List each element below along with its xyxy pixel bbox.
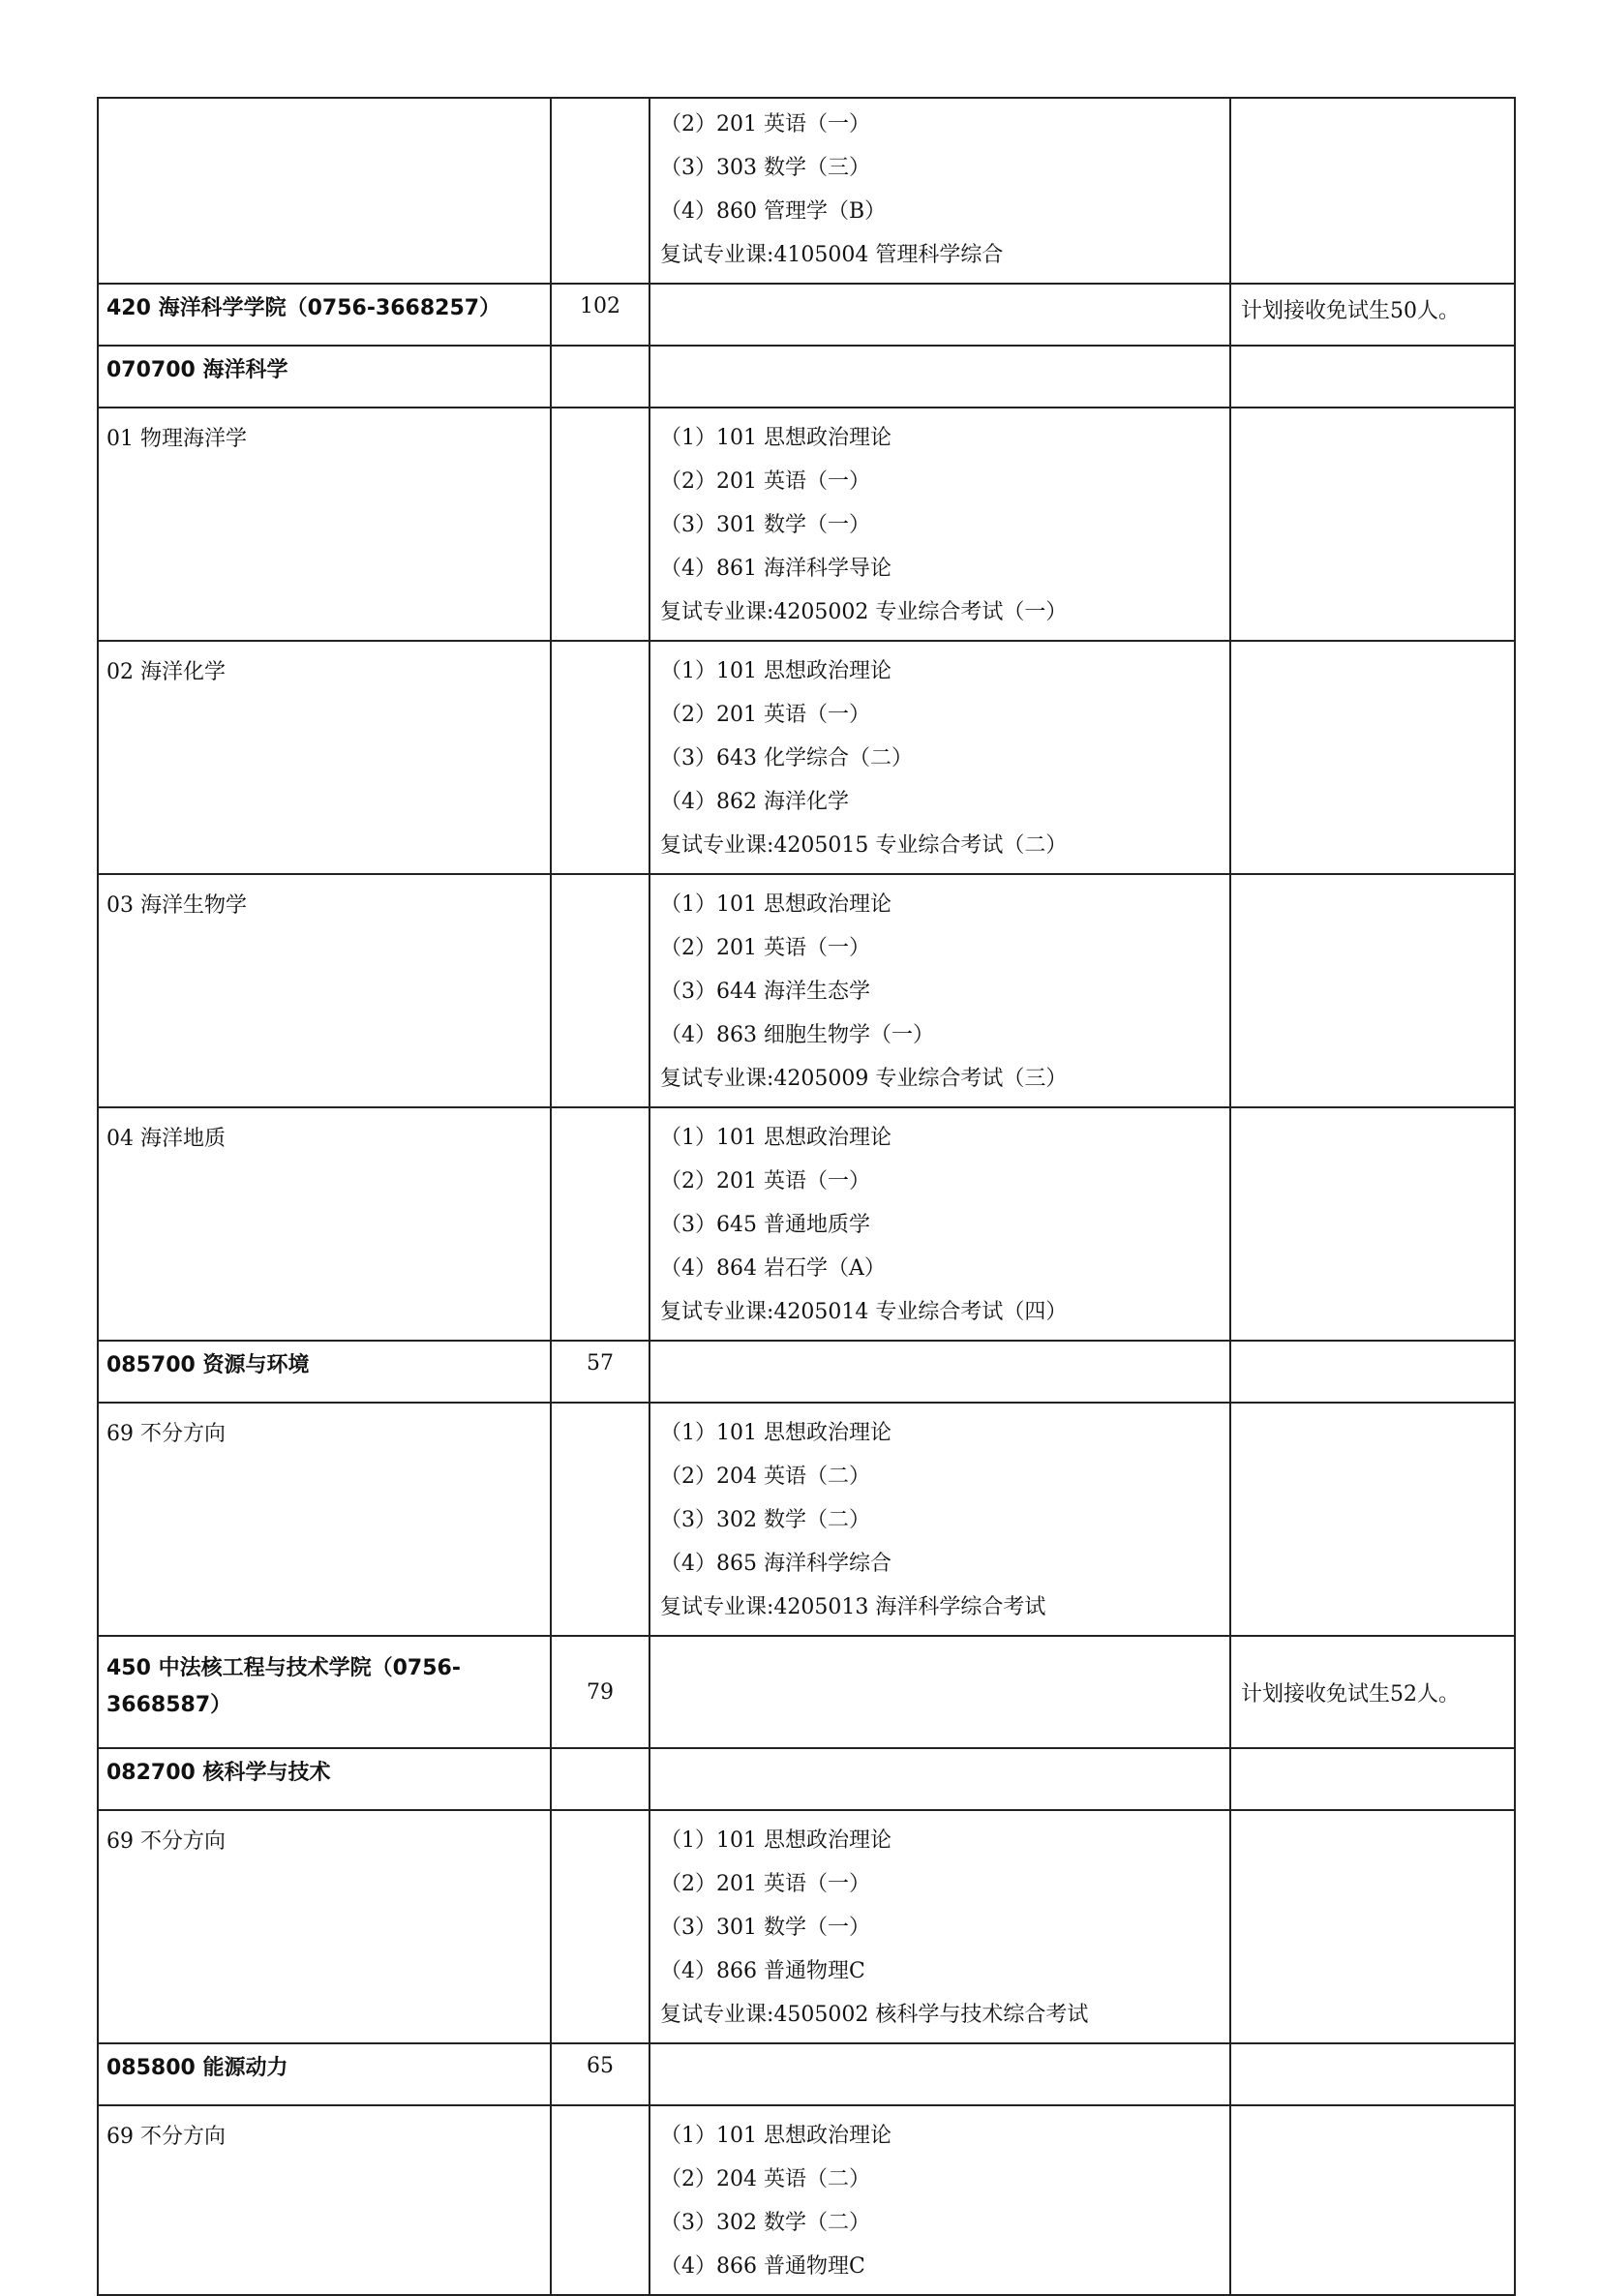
quota	[551, 1107, 649, 1341]
quota	[551, 98, 649, 284]
quota	[551, 1403, 649, 1636]
note: 计划接收免试生50人。	[1230, 284, 1515, 346]
table-row	[98, 98, 1515, 284]
subject-item: 复试专业课:4205015 专业综合考试（二）	[660, 833, 1068, 858]
direction-name: 69 不分方向	[98, 2105, 551, 2295]
subject-item: 复试专业课:4205009 专业综合考试（三）	[660, 1067, 1068, 1091]
table-row	[98, 408, 1515, 641]
subject-item: （3）302 数学（二）	[660, 1508, 870, 1532]
subject-item: （1）101 思想政治理论	[660, 892, 891, 917]
table-row	[98, 641, 1515, 874]
quota	[551, 874, 649, 1107]
subject-item: （1）101 思想政治理论	[660, 1421, 891, 1445]
subject-item: （3）645 普通地质学	[660, 1213, 870, 1237]
subjects-cell	[649, 641, 1230, 874]
subject-item: 复试专业课:4105004 管理科学综合	[660, 243, 1004, 267]
note	[1230, 346, 1515, 408]
major-row	[98, 1748, 1515, 1810]
subjects-cell	[649, 1810, 1230, 2043]
table-row	[98, 1810, 1515, 2043]
college-name: 450 中法核工程与技术学院（0756-3668587）	[98, 1636, 551, 1748]
major-row	[98, 2043, 1515, 2105]
quota	[551, 1810, 649, 2043]
subject-item: 复试专业课:4505002 核科学与技术综合考试	[660, 2003, 1089, 2027]
subject-item: （1）101 思想政治理论	[660, 426, 891, 450]
subject-item: （2）201 英语（一）	[660, 703, 870, 727]
direction-name: 02 海洋化学	[98, 641, 551, 874]
note	[1230, 1107, 1515, 1341]
subjects-cell	[649, 1341, 1230, 1403]
subjects-cell	[649, 2043, 1230, 2105]
major-name: 082700 核科学与技术	[98, 1748, 551, 1810]
subjects-cell	[649, 98, 1230, 284]
note	[1230, 408, 1515, 641]
note	[1230, 98, 1515, 284]
subject-item: （2）201 英语（一）	[660, 469, 870, 494]
subject-item: （4）864 岩石学（A）	[660, 1256, 886, 1281]
note	[1230, 2105, 1515, 2295]
note	[1230, 1810, 1515, 2043]
subject-item: （4）866 普通物理C	[660, 2254, 865, 2279]
subject-item: （4）861 海洋科学导论	[660, 557, 891, 581]
note	[1230, 1403, 1515, 1636]
major-name: 085800 能源动力	[98, 2043, 551, 2105]
note	[1230, 1748, 1515, 1810]
subject-item: （3）302 数学（二）	[660, 2211, 870, 2235]
quota	[551, 641, 649, 874]
subject-item: （2）201 英语（一）	[660, 936, 870, 960]
subject-item: 复试专业课:4205014 专业综合考试（四）	[660, 1300, 1068, 1324]
note	[1230, 1341, 1515, 1403]
table-row	[98, 1403, 1515, 1636]
subject-item: （2）204 英语（二）	[660, 2167, 870, 2191]
direction-name: 04 海洋地质	[98, 1107, 551, 1341]
subjects-cell	[649, 1636, 1230, 1748]
quota: 57	[551, 1341, 649, 1403]
subject-item: （3）301 数学（一）	[660, 513, 870, 537]
quota	[551, 346, 649, 408]
note	[1230, 641, 1515, 874]
quota	[551, 2105, 649, 2295]
subject-item: （2）201 英语（一）	[660, 112, 870, 136]
subject-item: （3）301 数学（一）	[660, 1916, 870, 1940]
college-row	[98, 1636, 1515, 1748]
quota: 102	[551, 284, 649, 346]
major-row	[98, 1341, 1515, 1403]
note	[1230, 2043, 1515, 2105]
subject-item: （2）201 英语（一）	[660, 1872, 870, 1896]
subjects-cell	[649, 1748, 1230, 1810]
admissions-table	[97, 97, 1516, 2296]
subject-item: （1）101 思想政治理论	[660, 1828, 891, 1853]
subjects-cell	[649, 408, 1230, 641]
table-row	[98, 874, 1515, 1107]
subject-item: 复试专业课:4205002 专业综合考试（一）	[660, 600, 1068, 624]
college-name: 420 海洋科学学院（0756-3668257）	[98, 284, 551, 346]
table-row	[98, 2105, 1515, 2295]
subject-item: 复试专业课:4205013 海洋科学综合考试	[660, 1595, 1046, 1619]
direction-name	[98, 98, 551, 284]
subjects-cell	[649, 284, 1230, 346]
direction-name: 01 物理海洋学	[98, 408, 551, 641]
subject-item: （2）201 英语（一）	[660, 1169, 870, 1193]
note: 计划接收免试生52人。	[1230, 1636, 1515, 1748]
subject-item: （4）860 管理学（B）	[660, 199, 887, 224]
direction-name: 69 不分方向	[98, 1810, 551, 2043]
subject-item: （3）644 海洋生态学	[660, 980, 870, 1004]
subjects-cell	[649, 1107, 1230, 1341]
major-name: 070700 海洋科学	[98, 346, 551, 408]
major-row	[98, 346, 1515, 408]
quota: 65	[551, 2043, 649, 2105]
direction-name: 69 不分方向	[98, 1403, 551, 1636]
subjects-cell	[649, 874, 1230, 1107]
major-name: 085700 资源与环境	[98, 1341, 551, 1403]
subject-item: （4）865 海洋科学综合	[660, 1552, 891, 1576]
table-row	[98, 1107, 1515, 1341]
quota: 79	[551, 1636, 649, 1748]
subject-item: （4）866 普通物理C	[660, 1959, 865, 1983]
subject-item: （1）101 思想政治理论	[660, 659, 891, 683]
subjects-cell	[649, 1403, 1230, 1636]
subject-item: （3）303 数学（三）	[660, 156, 870, 180]
subject-item: （3）643 化学综合（二）	[660, 746, 913, 770]
quota	[551, 1748, 649, 1810]
subject-item: （4）863 细胞生物学（一）	[660, 1023, 934, 1047]
direction-name: 03 海洋生物学	[98, 874, 551, 1107]
subject-item: （2）204 英语（二）	[660, 1465, 870, 1489]
subject-item: （1）101 思想政治理论	[660, 1126, 891, 1150]
subjects-cell	[649, 346, 1230, 408]
quota	[551, 408, 649, 641]
subject-item: （1）101 思想政治理论	[660, 2124, 891, 2148]
subject-item: （4）862 海洋化学	[660, 790, 849, 814]
note	[1230, 874, 1515, 1107]
subjects-cell	[649, 2105, 1230, 2295]
college-row	[98, 284, 1515, 346]
